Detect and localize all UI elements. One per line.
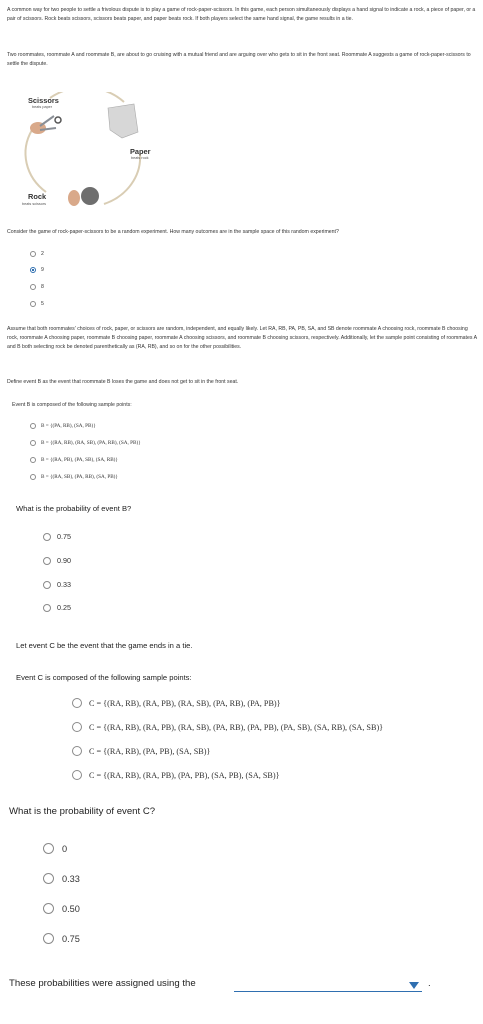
q2-radio-2[interactable] (30, 457, 36, 463)
q3-radio-1[interactable] (43, 557, 51, 565)
q5-option-3[interactable] (43, 933, 80, 944)
arc-right (104, 154, 140, 204)
q5-radio-0[interactable] (43, 843, 54, 854)
q5-option-label: 0 (62, 843, 68, 854)
q2-radio-3[interactable] (30, 474, 36, 480)
rock-stone-icon (68, 187, 99, 206)
q2-radio-0[interactable] (30, 423, 36, 429)
q3-option-1[interactable] (43, 556, 71, 565)
q2-option-label: B = {(PA, RB), (SA, PB)} (41, 423, 96, 429)
q5-option-1[interactable] (43, 873, 80, 884)
q3-radio-0[interactable] (43, 533, 51, 541)
q4-radio-2[interactable] (72, 746, 82, 756)
q1-option-2[interactable] (30, 284, 44, 290)
intro-paragraph-2: Two roommates, roommate A and roommate B, are about to go cruising with a mutual friend and are arguing over who gets to sit in the front seat. Roommate A suggests a game of rock-paper-scissors to settle the dispute. (7, 52, 471, 68)
q2-option-0[interactable] (30, 423, 96, 429)
q4-option-label: C = {(RA, RB), (RA, PB), (RA, SB), (PA, RB), (PA, PB)} (89, 698, 281, 708)
q5-option-0[interactable] (43, 843, 67, 854)
q5-option-label: 0.33 (62, 873, 80, 884)
paper-sheet-icon (108, 104, 138, 138)
paper-subtitle: beats rock (131, 156, 149, 160)
q5-radio-1[interactable] (43, 873, 54, 884)
q1-radio-2[interactable] (30, 284, 36, 290)
final-sentence: These probabilities were assigned using the (9, 978, 196, 989)
arc-left (26, 130, 46, 192)
assignment-method-dropdown[interactable] (234, 978, 422, 992)
q3-option-0[interactable] (43, 532, 71, 541)
q4-radio-0[interactable] (72, 698, 82, 708)
q1-option-0[interactable] (30, 251, 44, 257)
q4-radio-3[interactable] (72, 770, 82, 780)
q4-option-1[interactable] (72, 722, 383, 732)
q3-option-label: 0.75 (57, 532, 71, 541)
q4-option-3[interactable] (72, 770, 280, 780)
q3-radio-2[interactable] (43, 581, 51, 589)
q3-prompt: What is the probability of event B? (16, 504, 132, 513)
q5-radio-3[interactable] (43, 933, 54, 944)
q2-option-2[interactable] (30, 457, 118, 463)
q2-option-3[interactable] (30, 474, 118, 480)
q5-option-2[interactable] (43, 903, 80, 914)
event-c-definition: Let event C be the event that the game ends in a tie. (16, 641, 193, 650)
q5-option-label: 0.50 (62, 903, 80, 914)
q4-radio-1[interactable] (72, 722, 82, 732)
event-b-definition: Define event B as the event that roommate B loses the game and does not get to sit in the front seat. (7, 379, 239, 385)
scissors-subtitle: beats paper (32, 105, 53, 109)
scissors-title: Scissors (28, 96, 59, 105)
q1-radio-0[interactable] (30, 251, 36, 257)
q1-option-label: 8 (41, 284, 44, 290)
q2-option-1[interactable] (30, 440, 141, 446)
q1-option-label: 5 (41, 301, 44, 307)
q1-radio-1-selected[interactable] (30, 267, 36, 273)
q2-radio-1[interactable] (30, 440, 36, 446)
q5-radio-2[interactable] (43, 903, 54, 914)
q2-option-label: B = {(RA, RB), (RA, SB), (PA, RB), (SA, PB)} (41, 440, 141, 446)
q4-option-label: C = {(RA, RB), (RA, PB), (PA, PB), (SA, PB), (SA, SB)} (89, 770, 280, 780)
final-period: . (428, 978, 431, 989)
q3-option-label: 0.90 (57, 556, 71, 565)
q1-option-3[interactable] (30, 301, 44, 307)
q2-option-label: B = {(RA, PB), (PA, SB), (SA, RB)} (41, 457, 118, 463)
scissors-hand-icon (30, 116, 61, 134)
q3-radio-3[interactable] (43, 604, 51, 612)
rock-subtitle: beats scissors (22, 202, 47, 206)
q3-option-label: 0.25 (57, 603, 71, 612)
q1-radio-3[interactable] (30, 301, 36, 307)
q4-option-label: C = {(RA, RB), (RA, PB), (RA, SB), (PA, RB), (PA, PB), (PA, SB), (SA, RB), (SA, SB)} (89, 722, 384, 732)
rock-paper-scissors-diagram (12, 92, 160, 212)
q2-intro: Event B is composed of the following sample points: (12, 402, 132, 408)
q3-option-3[interactable] (43, 603, 71, 612)
q1-option-1[interactable] (30, 267, 44, 273)
q4-option-2[interactable] (72, 746, 210, 756)
q2-option-label: B = {(RA, SB), (PA, RB), (SA, PB)} (41, 474, 118, 480)
intro-paragraph-1: A common way for two people to settle a frivolous dispute is to play a game of rock-paper-scissors. In this game, each person simultaneously displays a hand signal to indicate a rock, a piece of paper, or a pair of scissors. Rock beats scissors, scissors beats paper, and paper beats rock. If both players select the same hand signal, the game results in a tie. (7, 7, 476, 23)
q5-prompt: What is the probability of event C? (9, 806, 156, 817)
q1-option-label: 9 (41, 267, 44, 273)
q3-option-2[interactable] (43, 580, 71, 589)
paper-title: Paper (130, 147, 151, 156)
q4-option-0[interactable] (72, 698, 281, 708)
q5-option-label: 0.75 (62, 933, 80, 944)
rock-title: Rock (28, 192, 47, 201)
q3-option-label: 0.33 (57, 580, 71, 589)
arc-top (50, 92, 124, 102)
chevron-down-icon[interactable] (409, 982, 419, 989)
q1-option-label: 2 (41, 251, 44, 257)
q4-option-label: C = {(RA, RB), (PA, PB), (SA, SB)} (89, 746, 211, 756)
q1-prompt: Consider the game of rock-paper-scissors to be a random experiment. How many outcomes are in the sample space of this random experiment? (7, 229, 339, 235)
q4-intro: Event C is composed of the following sample points: (16, 673, 192, 682)
assumption-paragraph: Assume that both roommates' choices of rock, paper, or scissors are random, independent, and equally likely. Let RA, RB, PA, PB, SA, and SB denote roommate A choosing rock, roommate B choosing rock, roommate A choosing paper, roommate B choosing paper, roommate A choosing scissors, and roommate B choosing scissors, respectively. Additionally, let the sample point consisting of roommates A and B both selecting rock be denoted parenthetically as (RA, RB), and so on for the other possibilities. (7, 326, 477, 351)
